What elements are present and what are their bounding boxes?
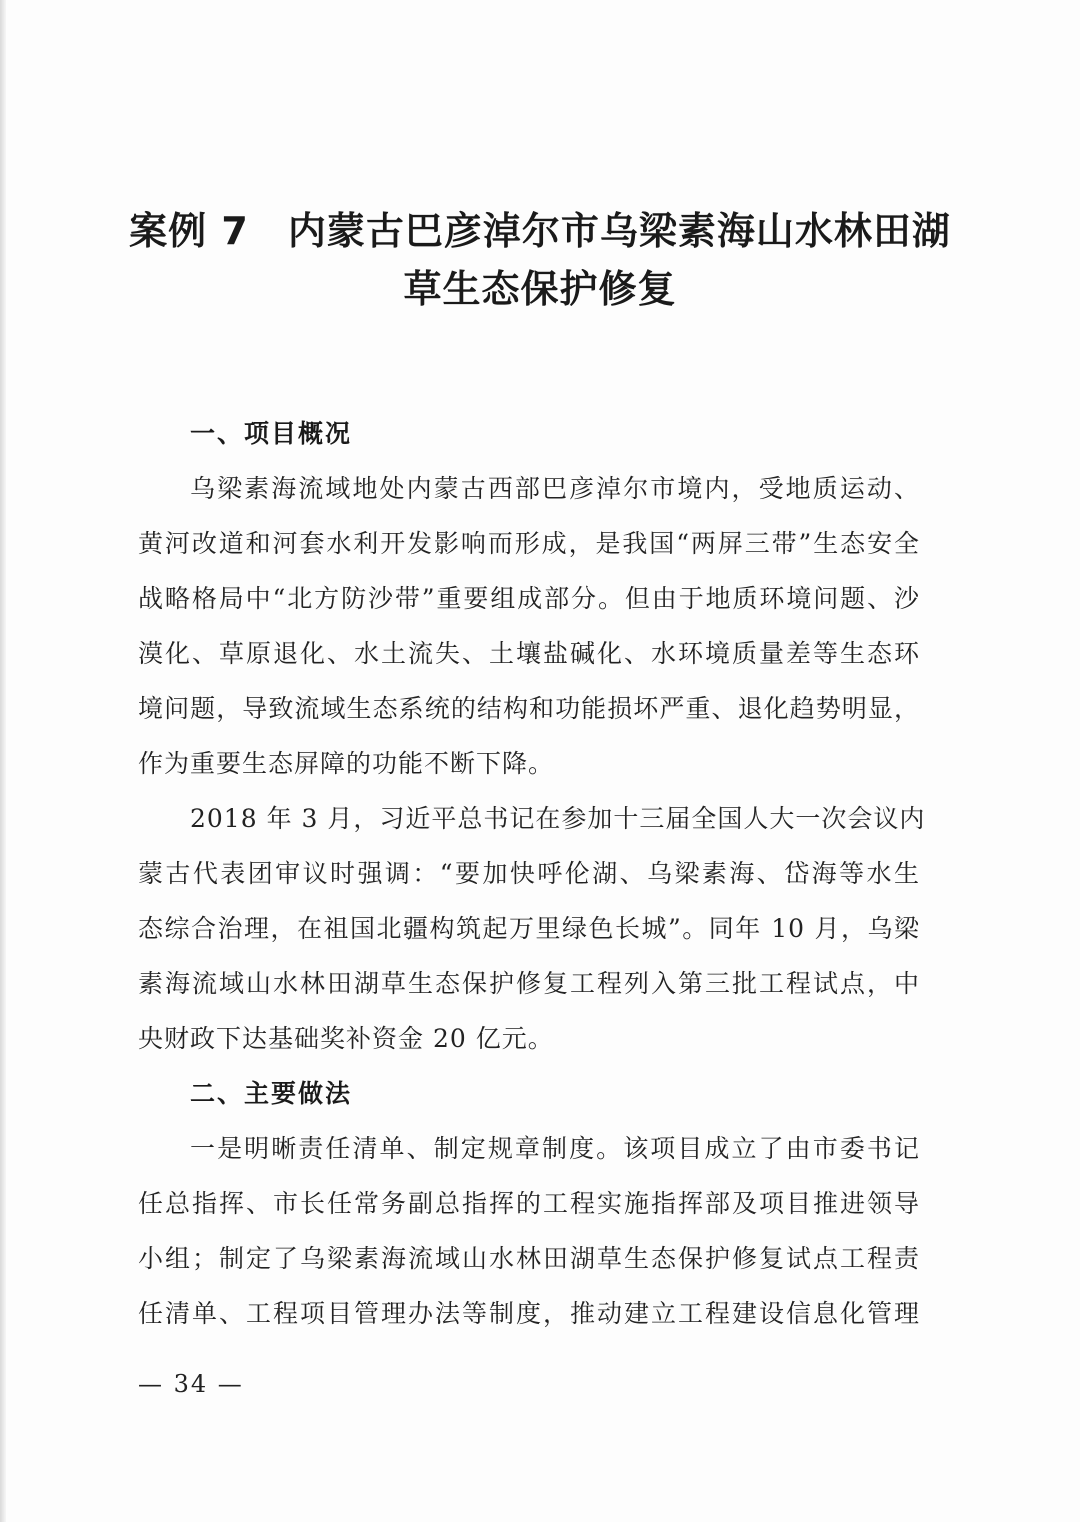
scan-edge-shadow: [0, 0, 6, 1522]
paragraph-line: 态综合治理，在祖国北疆构筑起万里绿色长城”。同年 10 月，乌梁: [138, 914, 920, 943]
paragraph-line: 2018 年 3 月，习近平总书记在参加十三届全国人大一次会议内: [190, 804, 926, 833]
section-heading-overview: 一、项目概况: [190, 419, 353, 448]
paragraph-line: 乌梁素海流域地处内蒙古西部巴彦淖尔市境内，受地质运动、: [190, 474, 920, 503]
paragraph-line: 战略格局中“北方防沙带”重要组成部分。但由于地质环境问题、沙: [138, 584, 920, 613]
document-title-line-2: 草生态保护修复: [403, 267, 677, 311]
page-number: — 34 —: [138, 1370, 244, 1398]
paragraph-line: 黄河改道和河套水利开发影响而形成，是我国“两屏三带”生态安全: [138, 529, 920, 558]
paragraph-line: 蒙古代表团审议时强调：“要加快呼伦湖、乌梁素海、岱海等水生: [138, 859, 920, 888]
paragraph-line: 作为重要生态屏障的功能不断下降。: [138, 749, 555, 778]
paragraph-line: 素海流域山水林田湖草生态保护修复工程列入第三批工程试点，中: [138, 969, 920, 998]
paragraph-line: 小组；制定了乌梁素海流域山水林田湖草生态保护修复试点工程责: [138, 1244, 920, 1273]
paragraph-line: 漠化、草原退化、水土流失、土壤盐碱化、水环境质量差等生态环: [138, 639, 920, 668]
paragraph-line: 任清单、工程项目管理办法等制度，推动建立工程建设信息化管理: [138, 1299, 920, 1328]
paragraph-line: 一是明晰责任清单、制定规章制度。该项目成立了由市委书记: [190, 1134, 920, 1163]
section-heading-practices: 二、主要做法: [190, 1079, 353, 1108]
paragraph-line: 央财政下达基础奖补资金 20 亿元。: [138, 1024, 554, 1053]
paragraph-line: 任总指挥、市长任常务副总指挥的工程实施指挥部及项目推进领导: [138, 1189, 920, 1218]
document-title-line-1: 案例 7 内蒙古巴彦淖尔市乌梁素海山水林田湖: [129, 209, 951, 253]
paragraph-line: 境问题，导致流域生态系统的结构和功能损坏严重、退化趋势明显，: [138, 694, 920, 723]
